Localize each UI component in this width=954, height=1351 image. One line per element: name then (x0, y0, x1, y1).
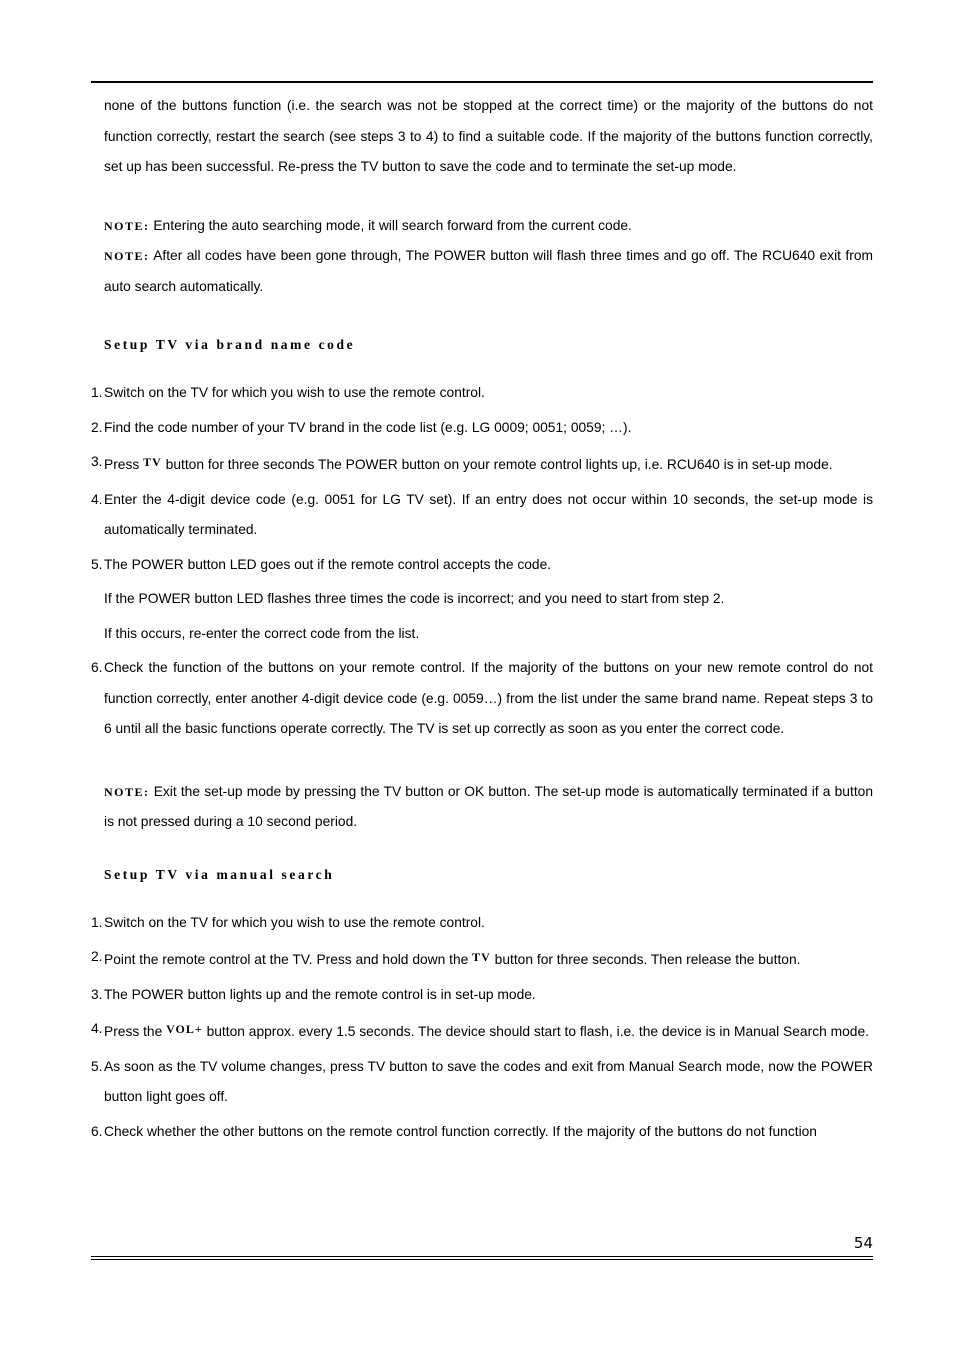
page-content (91, 91, 873, 1151)
list-item: 3. Press TV button for three seconds The POWER button on your remote control lights up, i.e. RCU640 is in set-up mode. (91, 454, 833, 472)
list-item: 3. The POWER button lights up and the remote control is in set-up mode. (91, 986, 536, 1002)
note-auto-search-forward (91, 211, 873, 242)
manual-search-steps (91, 908, 873, 1148)
list-item: 4. Press the VOL+ button approx. every 1.5 seconds. The device should start to flash, i.e. the device is in Manual Search mode. (91, 1021, 869, 1039)
tv-key-label: TV (472, 950, 491, 964)
list-item: 6. Check whether the other buttons on the remote control function correctly. If the majority of the buttons do not function (91, 1123, 817, 1139)
note-label: NOTE: (104, 784, 150, 799)
list-item: 1. Switch on the TV for which you wish to use the remote control. (91, 385, 485, 400)
sub-note: If this occurs, re-enter the correct code from the list. (104, 625, 420, 641)
list-item: 2. Point the remote control at the TV. Press and hold down the TV button for three seconds. Then release the button. (91, 949, 801, 967)
note-text: Exit the set-up mode by pressing the TV button or OK button. The set-up mode is automatically terminated if a button is not pressed during a 10 second period. (104, 783, 873, 829)
header-rule (91, 81, 873, 83)
list-item: 6. Check the function of the buttons on your remote control. If the majority of the buttons on your new remote control do not function correctly, enter another 4-digit device code (e.g. 0059…) from the list under the same brand name. Repeat steps 3 to 6 until all the basic functions operate correctly. The TV is set up correctly as soon as you enter the correct code. (91, 660, 873, 736)
note-text: After all codes have been gone through, The POWER button will flash three times and go off. The RCU640 exit from auto search automatically. (104, 248, 873, 294)
note-label: NOTE: (104, 249, 150, 263)
list-item: 2. Find the code number of your TV brand in the code list (e.g. LG 0009; 0051; 0059; …). (91, 419, 632, 435)
footer-rule-double (91, 1259, 873, 1260)
section-heading-manual-search: Setup TV via manual search (104, 866, 335, 882)
list-item: 5. As soon as the TV volume changes, press TV button to save the codes and exit from Manual Search mode, now the POWER button light goes off. (91, 1058, 873, 1104)
tv-key-label: TV (143, 455, 162, 469)
brand-code-steps (91, 378, 873, 745)
list-item: 1. Switch on the TV for which you wish to use the remote control. (91, 914, 485, 930)
list-item: 4. Enter the 4-digit device code (e.g. 0051 for LG TV set). If an entry does not occur within 10 seconds, the set-up mode is automatically terminated. (91, 491, 873, 537)
sub-note: If the POWER button LED flashes three times the code is incorrect; and you need to start from step 2. (104, 591, 725, 606)
vol-plus-key-label: VOL+ (166, 1022, 203, 1036)
note-exit-setup (91, 777, 873, 838)
footer-rule (91, 1256, 873, 1257)
note-label: NOTE: (104, 218, 150, 233)
page-number: 54 (853, 1234, 873, 1252)
intro-paragraph: none of the buttons function (i.e. the search was not be stopped at the correct time) or the majority of the buttons do not function correctly, restart the search (see steps 3 to 4) to find a suitable code. If the majority of the buttons function correctly, set up has been successful. Re-press the TV button to save the code and to terminate the set-up mode. (104, 98, 873, 174)
list-item: 5. The POWER button LED goes out if the remote control accepts the code. (91, 556, 552, 572)
note-auto-search-exit (91, 241, 873, 302)
section-heading-brand-code: Setup TV via brand name code (104, 337, 356, 352)
note-text: Entering the auto searching mode, it will search forward from the current code. (153, 217, 632, 233)
